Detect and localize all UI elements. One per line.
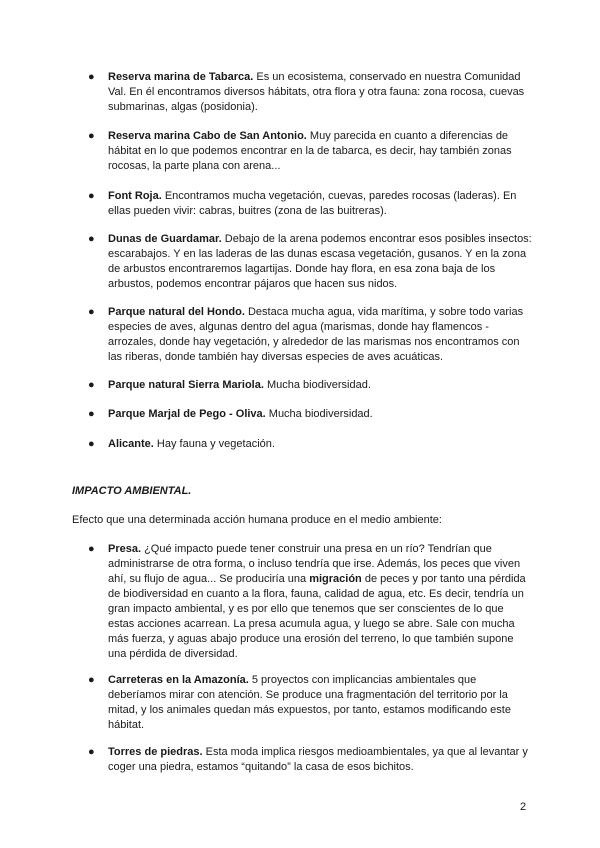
section-heading: IMPACTO AMBIENTAL.	[72, 485, 192, 497]
item-text: Debajo de la arena podemos encontrar esos posibles insectos: escarabajos. Y en las laderas de las dunas escasa vegetación, gusanos. Y en la zona de arbustos encontraremos lagartijas. Donde hay flora, en esa zona baja de los arbustos, podemos encontrar pájaros que hacen sus nidos.	[108, 233, 532, 290]
bullet-icon: ●	[88, 190, 95, 202]
item-title: Parque natural del Hondo.	[108, 306, 245, 318]
bullet-icon: ●	[88, 746, 95, 758]
list-item	[0, 189, 600, 219]
item-title: Alicante.	[108, 438, 154, 450]
bullet-icon: ●	[88, 71, 95, 83]
item-text: Mucha biodiversidad.	[265, 408, 373, 420]
item-title: Reserva marina de Tabarca.	[108, 71, 254, 83]
bullet-icon: ●	[88, 306, 95, 318]
item-title: Parque natural Sierra Mariola.	[108, 379, 264, 391]
bullet-icon: ●	[88, 438, 95, 450]
item-title: Font Roja.	[108, 190, 162, 202]
bullet-icon: ●	[88, 674, 95, 686]
bullet-icon: ●	[88, 408, 95, 420]
item-title: Parque Marjal de Pego - Oliva.	[108, 408, 266, 420]
list-item	[0, 305, 600, 365]
item-text: Esta moda implica riesgos medioambientales, ya que al levantar y coger una piedra, estamos “quitando” la casa de esos bichitos.	[108, 746, 528, 773]
page-number: 2	[520, 801, 527, 813]
bullet-icon: ●	[88, 543, 95, 555]
item-text: Hay fauna y vegetación.	[153, 438, 275, 450]
bullet-icon: ●	[88, 233, 95, 245]
item-title: Reserva marina Cabo de San Antonio.	[108, 130, 307, 142]
item-title: Presa.	[108, 543, 142, 555]
item-title: Carreteras en la Amazonía.	[108, 674, 249, 686]
bullet-icon: ●	[88, 379, 95, 391]
item-text-continued: de peces y por tanto una pérdida de biodiversidad en cuanto a la flora, fauna, calidad de agua, etc. Es decir, tendría un gran impacto ambiental, y es por ello que tenemos que ser conscientes de lo que estas acciones acarrean. La presa acumula agua, y luego se abre. Sale con mucha más fuerza, y aguas abajo produce una erosión del terreno, lo que también supone una pérdida de diversidad.	[108, 573, 526, 660]
list-item	[0, 745, 600, 775]
item-text: Es un ecosistema, conservado en nuestra Comunidad Val. En él encontramos diversos hábitats, otra flora y otra fauna: zona rocosa, cuevas submarinas, algas (posidonia).	[108, 71, 525, 113]
list-item	[0, 378, 600, 393]
bullet-icon: ●	[88, 130, 95, 142]
list-item	[0, 437, 600, 452]
list-item	[0, 232, 600, 292]
item-title: Dunas de Guardamar.	[108, 233, 222, 245]
item-text: Mucha biodiversidad.	[263, 379, 371, 391]
item-text: ¿Qué impacto puede tener construir una presa en un río? Tendrían que administrarse de otra forma, o incluso tendría que irse. Además, los peces que viven ahí, su flujo de agua... Se produciría una	[108, 543, 521, 585]
item-text: 5 proyectos con implicancias ambientales que deberíamos mirar con atención. Se produce una fragmentación del territorio por la mitad, y los animales quedan más expuestos, por tanto, estamos modificando este hábitat.	[108, 674, 511, 731]
item-text: Muy parecida en cuanto a diferencias de hábitat en lo que podemos encontrar en la de tabarca, es decir, hay también zonas rocosas, la parte plana con arena...	[108, 130, 512, 172]
list-item	[0, 542, 600, 662]
list-item	[0, 129, 600, 174]
item-text: Destaca mucha agua, vida marítima, y sobre todo varias especies de aves, algunas dentro del agua (marismas, donde hay flamencos - arrozales, donde hay vegetación, y alrededor de las marismas nos encontramos con las riberas, donde también hay diversas especies de aves acuáticas.	[108, 306, 524, 363]
item-title: Torres de piedras.	[108, 746, 203, 758]
item-text: Encontramos mucha vegetación, cuevas, paredes rocosas (laderas). En ellas pueden vivir: cabras, buitres (zona de las buitreras).	[108, 190, 517, 217]
intro-paragraph: Efecto que una determinada acción humana produce en el medio ambiente:	[72, 514, 442, 526]
list-item	[0, 673, 600, 733]
list-item	[0, 407, 600, 422]
item-emphasis: migración	[309, 573, 362, 585]
list-item	[0, 70, 600, 115]
